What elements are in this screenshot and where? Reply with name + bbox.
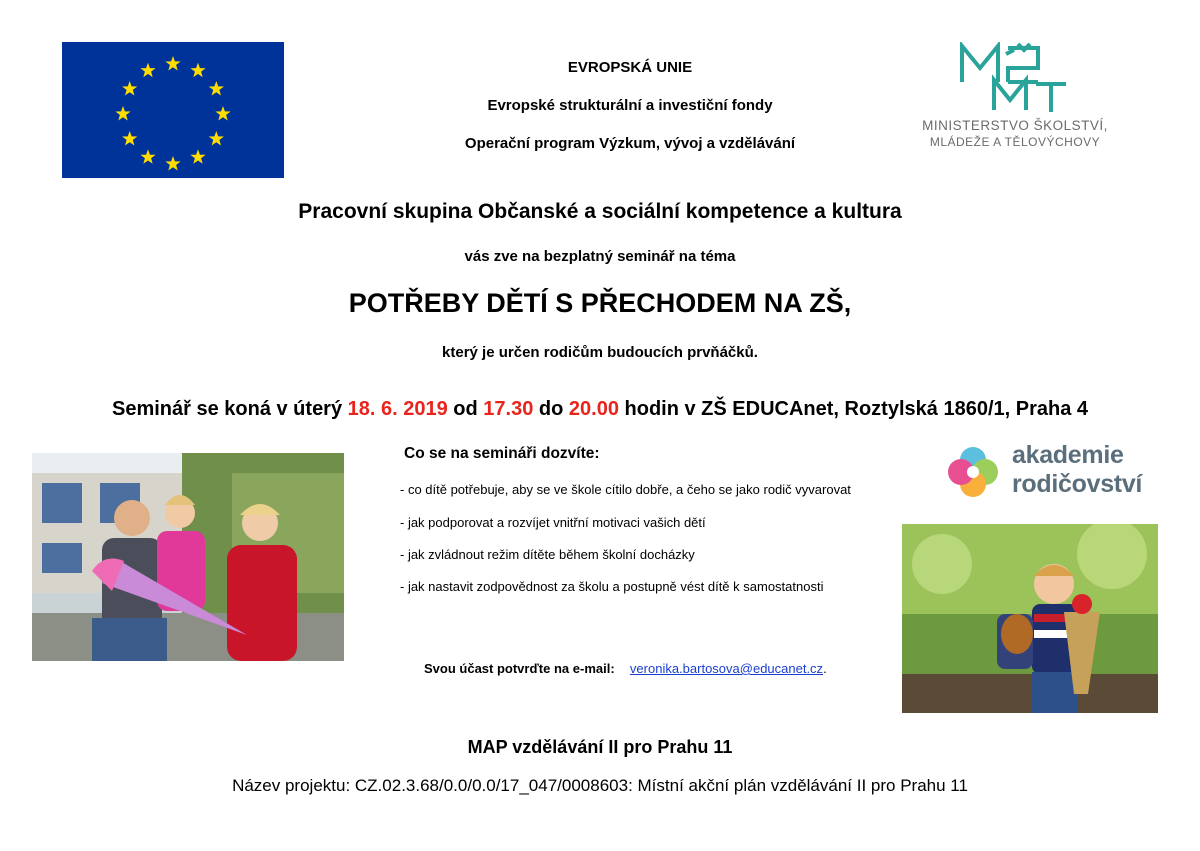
msmt-monogram-icon — [958, 42, 1070, 114]
family-with-school-cone-photo — [32, 453, 344, 661]
contact-suffix: . — [823, 661, 827, 676]
akademie-text — [1012, 441, 1142, 499]
email-link[interactable]: veronika.bartosova@educanet.cz — [629, 661, 824, 676]
contact-line — [424, 661, 827, 676]
akademie-line1: akademie — [1012, 441, 1124, 469]
event-date: 18. 6. 2019 — [347, 398, 448, 420]
event-text-1: Seminář se koná v úterý — [111, 398, 348, 420]
msmt-line1: MINISTERSTVO ŠKOLSTVÍ, — [922, 118, 1108, 133]
topic-item: - jak podporovat a rozvíjet vnitřní motivaci vašich dětí — [400, 515, 706, 530]
msmt-line2: MLÁDEŽE A TĚLOVÝCHOVY — [929, 135, 1101, 149]
event-text-4: hodin v ZŠ EDUCAnet, Roztylská 1860/1, Praha 4 — [618, 398, 1089, 420]
invite-line: vás zve na bezplatný seminář na téma — [464, 248, 736, 265]
audience-line: který je určen rodičům budoucích prvňáčků. — [442, 344, 758, 361]
topics-heading: Co se na semináři dozvíte: — [404, 445, 600, 462]
topic-item: - jak zvládnout režim dítěte během školní docházky — [400, 547, 695, 562]
event-end-time: 20.00 — [568, 398, 619, 420]
seminar-title: POTŘEBY DĚTÍ S PŘECHODEM NA ZŠ, — [348, 288, 852, 318]
event-start-time: 17.30 — [483, 398, 534, 420]
eu-flag-icon — [62, 42, 284, 178]
event-line — [0, 398, 1200, 421]
akademie-logo — [944, 443, 1164, 505]
project-name: Název projektu: CZ.02.3.68/0.0/0.0/17_047/0008603: Místní akční plán vzdělávání II pro Prahu 11 — [232, 776, 968, 795]
akademie-line2: rodičovství — [1012, 470, 1143, 498]
map-program-title: MAP vzdělávání II pro Prahu 11 — [467, 737, 733, 757]
working-group-title: Pracovní skupina Občanské a sociální kompetence a kultura — [298, 200, 902, 223]
event-text-3: do — [533, 398, 569, 420]
topic-item: - jak nastavit zodpovědnost za školu a postupně vést dítě k samostatnosti — [400, 579, 824, 594]
event-text-2: od — [447, 398, 484, 420]
boy-with-school-cone-photo — [902, 524, 1158, 713]
akademie-flower-icon — [944, 443, 1002, 501]
eu-stars-icon — [62, 42, 284, 178]
eu-title: EVROPSKÁ UNIE — [567, 59, 693, 76]
funds-title: Evropské strukturální a investiční fondy — [487, 97, 773, 114]
program-title: Operační program Výzkum, vývoj a vzdělávání — [464, 135, 796, 152]
msmt-logo — [900, 40, 1130, 155]
topic-item: - co dítě potřebuje, aby se ve škole cítilo dobře, a čeho se jako rodič vyvarovat — [400, 482, 851, 497]
contact-label: Svou účast potvrďte na e-mail: — [424, 661, 615, 676]
